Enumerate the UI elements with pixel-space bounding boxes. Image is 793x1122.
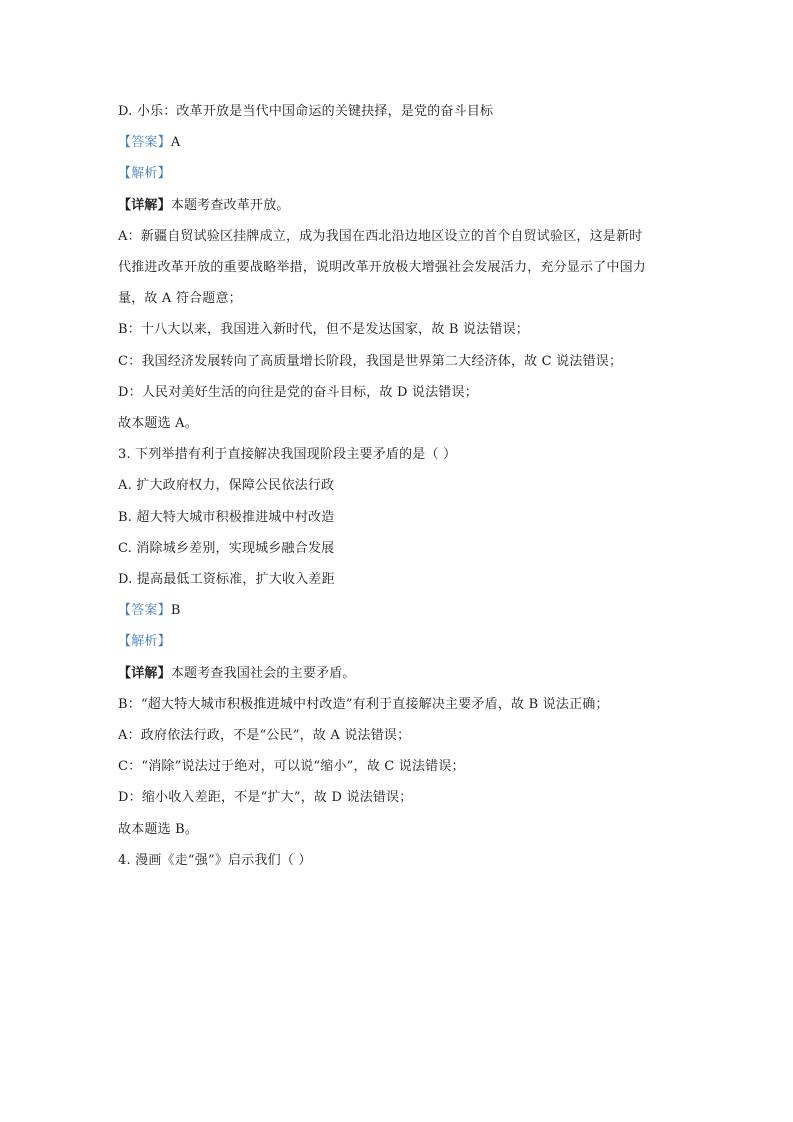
- q3-answer-tag: 【答案】: [118, 603, 171, 619]
- q2-explanation-line: D：人民对美好生活的向往是党的奋斗目标，故 D 说法错误；: [118, 384, 478, 400]
- q3-explanation-line: C：“消除”说法过于绝对，可以说“缩小”，故 C 说法错误；: [118, 759, 465, 775]
- q2-analysis-line: [118, 158, 678, 189]
- q2-answer-tag: 【答案】: [118, 135, 171, 151]
- document-page: [118, 96, 678, 876]
- q3-explanation-line: A：政府依法行政，不是“公民”，故 A 说法错误；: [118, 728, 411, 744]
- q3-option-c: C. 消除城乡差别，实现城乡融合发展: [118, 540, 335, 556]
- q4-stem: 4. 漫画《走“强”》启示我们（ ）: [118, 852, 312, 868]
- q2-explanation-line: C：我国经济发展转向了高质量增长阶段，我国是世界第二大经济体，故 C 说法错误；: [118, 353, 623, 369]
- q3-option-a: A. 扩大政府权力，保障公民依法行政: [118, 478, 335, 494]
- q2-explanation-line: 代推进改革开放的重要战略举措，说明改革开放极大增强社会发展活力，充分显示了中国力: [118, 260, 647, 276]
- q3-analysis-tag: 【解析】: [118, 634, 171, 650]
- q3-option-b: B. 超大特大城市积极推进城中村改造: [118, 509, 335, 525]
- q3-analysis-line: [118, 626, 678, 657]
- q2-explanation-line: 量，故 A 符合题意；: [118, 291, 242, 307]
- q3-conclusion: 故本题选 B。: [118, 821, 199, 837]
- q3-option-d: D. 提高最低工资标准，扩大收入差距: [118, 572, 335, 588]
- q2-option-d: D. 小乐：改革开放是当代中国命运的关键抉择，是党的奋斗目标: [118, 104, 494, 119]
- q2-answer-value: A: [170, 135, 181, 151]
- q3-answer-value: B: [170, 603, 181, 619]
- q3-answer-line: [118, 595, 678, 626]
- q3-explanation-line: B：“超大特大城市积极推进城中村改造”有利于直接解决主要矛盾，故 B 说法正确；: [118, 696, 609, 712]
- q2-conclusion: 故本题选 A。: [118, 416, 198, 432]
- q3-detail-tag: 【详解】: [118, 665, 171, 681]
- q3-detail-line: [118, 658, 678, 689]
- q3-stem: 3. 下列举措有利于直接解决我国现阶段主要矛盾的是（ ）: [118, 447, 457, 463]
- q2-explanation-line: B：十八大以来，我国进入新时代，但不是发达国家，故 B 说法错误；: [118, 322, 529, 338]
- q2-analysis-tag: 【解析】: [118, 166, 171, 182]
- q2-detail-intro: 本题考查改革开放。: [170, 197, 290, 213]
- q2-detail-tag: 【详解】: [118, 197, 171, 213]
- q2-detail-line: [118, 190, 678, 221]
- q2-answer-line: [118, 127, 678, 158]
- q3-explanation-line: D：缩小收入差距，不是“扩大”，故 D 说法错误；: [118, 790, 413, 806]
- q3-detail-intro: 本题考查我国社会的主要矛盾。: [170, 665, 356, 681]
- q2-explanation-line: A：新疆自贸试验区挂牌成立，成为我国在西北沿边地区设立的首个自贸试验区，这是新时: [118, 228, 643, 244]
